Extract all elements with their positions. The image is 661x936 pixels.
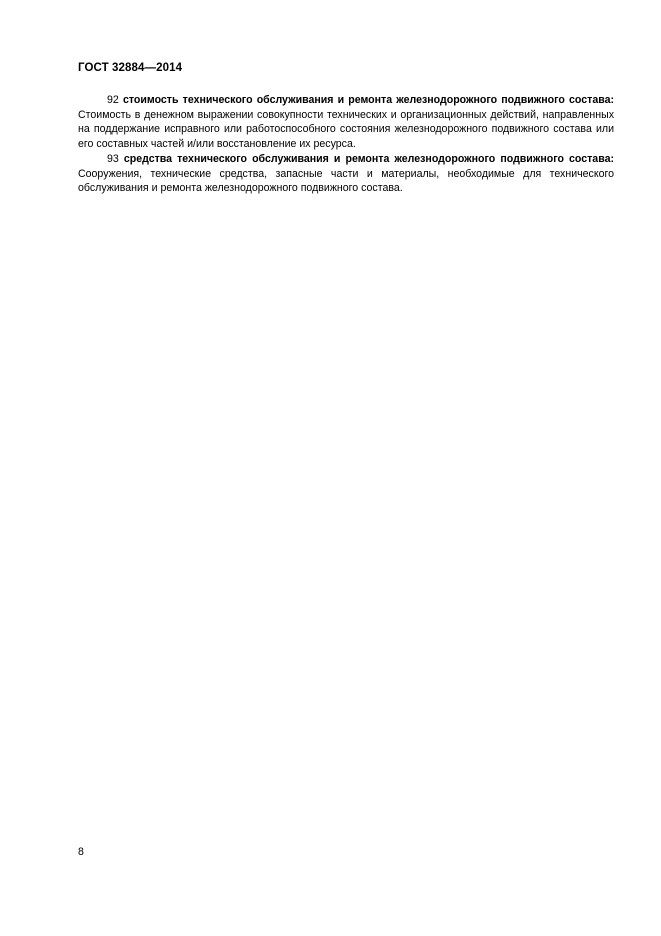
document-body — [78, 93, 614, 196]
page-number: 8 — [78, 846, 84, 858]
entry-term: средства технического обслуживания и ремонта железнодорожного подвижного состава: — [123, 152, 614, 165]
term-entry — [78, 152, 614, 196]
term-entry — [78, 93, 614, 152]
document-header: ГОСТ 32884—2014 — [78, 62, 183, 74]
entry-number: 93 — [107, 152, 119, 165]
entry-term: стоимость технического обслуживания и ремонта железнодорожного подвижного состава: — [122, 94, 615, 106]
entry-definition: Стоимость в денежном выражении совокупности технических и организационных действий, направленных на поддержание исправного или работоспособного состояния железнодорожного подвижного состава или его составных частей и/или восстановление их ресурса. — [78, 108, 614, 151]
entry-number: 92 — [107, 94, 119, 106]
entry-definition: Сооружения, технические средства, запасные части и материалы, необходимые для технического обслуживания и ремонта железнодорожного подвижного состава. — [78, 167, 614, 195]
